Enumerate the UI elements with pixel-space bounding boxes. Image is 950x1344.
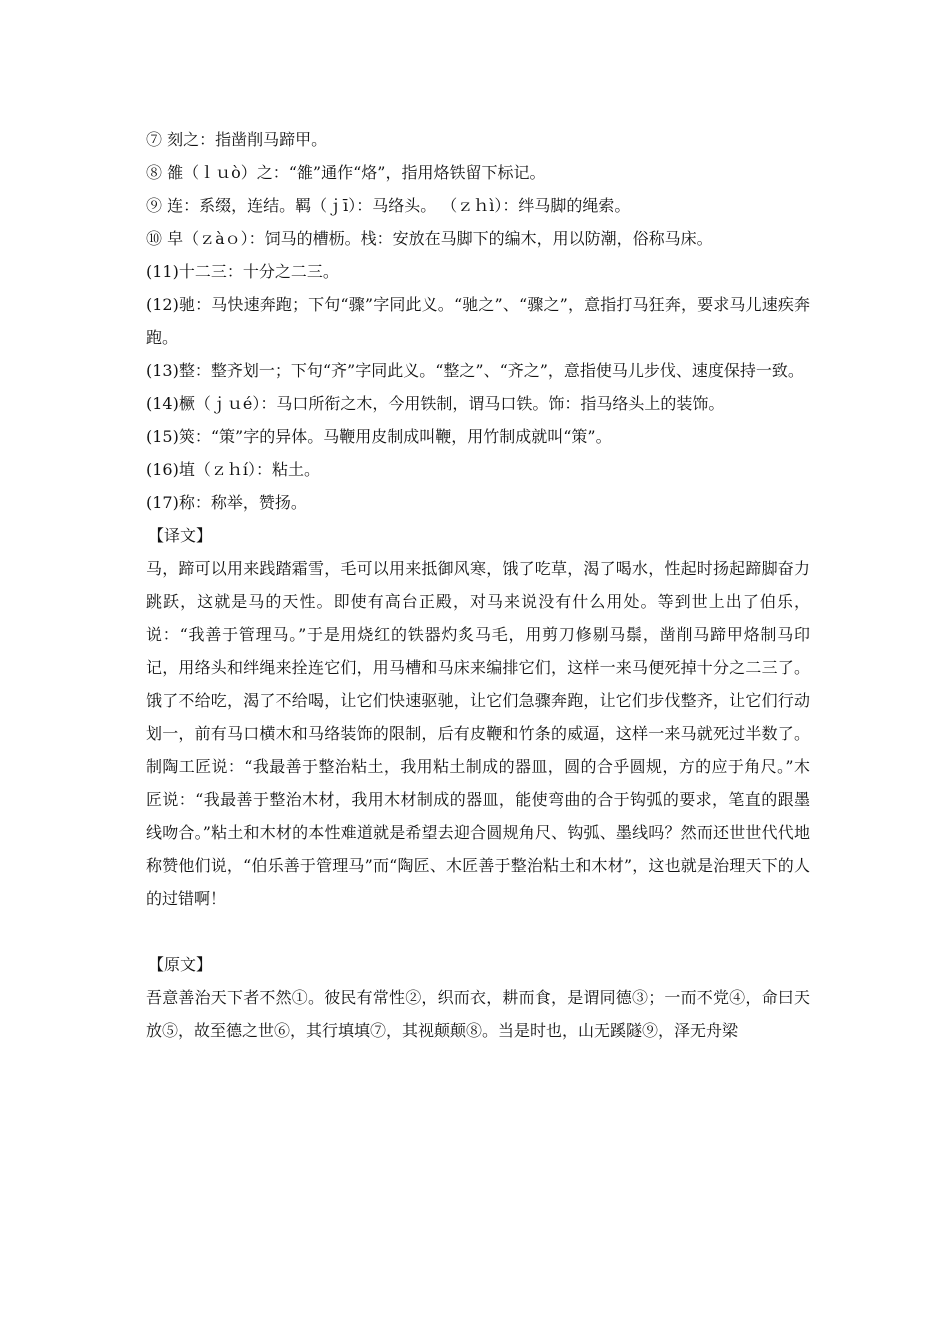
translation-heading: 【译文】 bbox=[148, 526, 213, 545]
original-heading: 【原文】 bbox=[148, 955, 213, 974]
note-14: (14)橛（ｊｕé）：马口所衔之木，今用铁制，谓马口铁。饰：指马络头上的装饰。 bbox=[146, 394, 725, 413]
note-8: ⑧ 雒（ｌｕò）之：“雒”通作“烙”，指用烙铁留下标记。 bbox=[146, 163, 546, 182]
translation-text: 马，蹄可以用来践踏霜雪，毛可以用来抵御风寒，饿了吃草，渴了喝水，性起时扬起蹄脚奋力跳跃，这就是马的天性。即使有高台正殿，对马来说没有什么用处。等到世上出了伯乐，说：“我善于管理马。”于是用烧红的铁器灼炙马毛，用剪刀修剔马鬃，凿削马蹄甲烙制马印记，用络头和绊绳来拴连它们，用马槽和马床来编排它们，这样一来马便死掉十分之二三了。饿了不给吃，渴了不给喝，让它们快速驱驰，让它们急骤奔跑，让它们步伐整齐，让它们行动划一，前有马口横木和马络装饰的限制，后有皮鞭和竹条的威逼，这样一来马就死过半数了。制陶工匠说：“我最善于整治粘土，我用粘土制成的器皿，圆的合乎圆规，方的应于角尺。”木匠说：“我最善于整治木材，我用木材制成的器皿，能使弯曲的合于钩弧的要求，笔直的跟墨线吻合。”粘土和木材的本性难道就是希望去迎合圆规角尺、钩弧、墨线吗？然而还世世代代地称赞他们说，“伯乐善于管理马”而“陶匠、木匠善于整治粘土和木材”，这也就是治理天下的人的过错啊！ bbox=[146, 559, 810, 908]
document-content bbox=[146, 123, 810, 1047]
note-9: ⑨ 连：系缀，连结。羁（ｊī）：马络头。 （ｚｈì）：绊马脚的绳索。 bbox=[146, 196, 631, 215]
note-15: (15)筴：“策”字的异体。马鞭用皮制成叫鞭，用竹制成就叫“策”。 bbox=[146, 427, 612, 446]
note-17: (17)称：称举，赞扬。 bbox=[146, 493, 307, 512]
note-12: (12)驰：马快速奔跑；下句“骤”字同此义。“驰之”、“骤之”，意指打马狂奔，要求马儿速疾奔跑。 bbox=[146, 295, 810, 347]
note-11: (11)十二三：十分之二三。 bbox=[146, 262, 339, 281]
section-spacer bbox=[146, 915, 810, 948]
note-16: (16)埴（ｚｈí）：粘土。 bbox=[146, 460, 320, 479]
original-text: 吾意善治天下者不然①。彼民有常性②，织而衣，耕而食，是谓同德③；一而不党④，命曰天放⑤，故至德之世⑥，其行填填⑦，其视颠颠⑧。当是时也，山无蹊隧⑨，泽无舟梁 bbox=[146, 988, 810, 1040]
note-13: (13)整：整齐划一；下句“齐”字同此义。“整之”、“齐之”，意指使马儿步伐、速度保持一致。 bbox=[146, 361, 804, 380]
note-7: ⑦ 刻之：指凿削马蹄甲。 bbox=[146, 130, 328, 149]
note-10: ⑩ 皁（ｚàｏ）：饲马的槽枥。栈：安放在马脚下的编木，用以防潮，俗称马床。 bbox=[146, 229, 713, 248]
